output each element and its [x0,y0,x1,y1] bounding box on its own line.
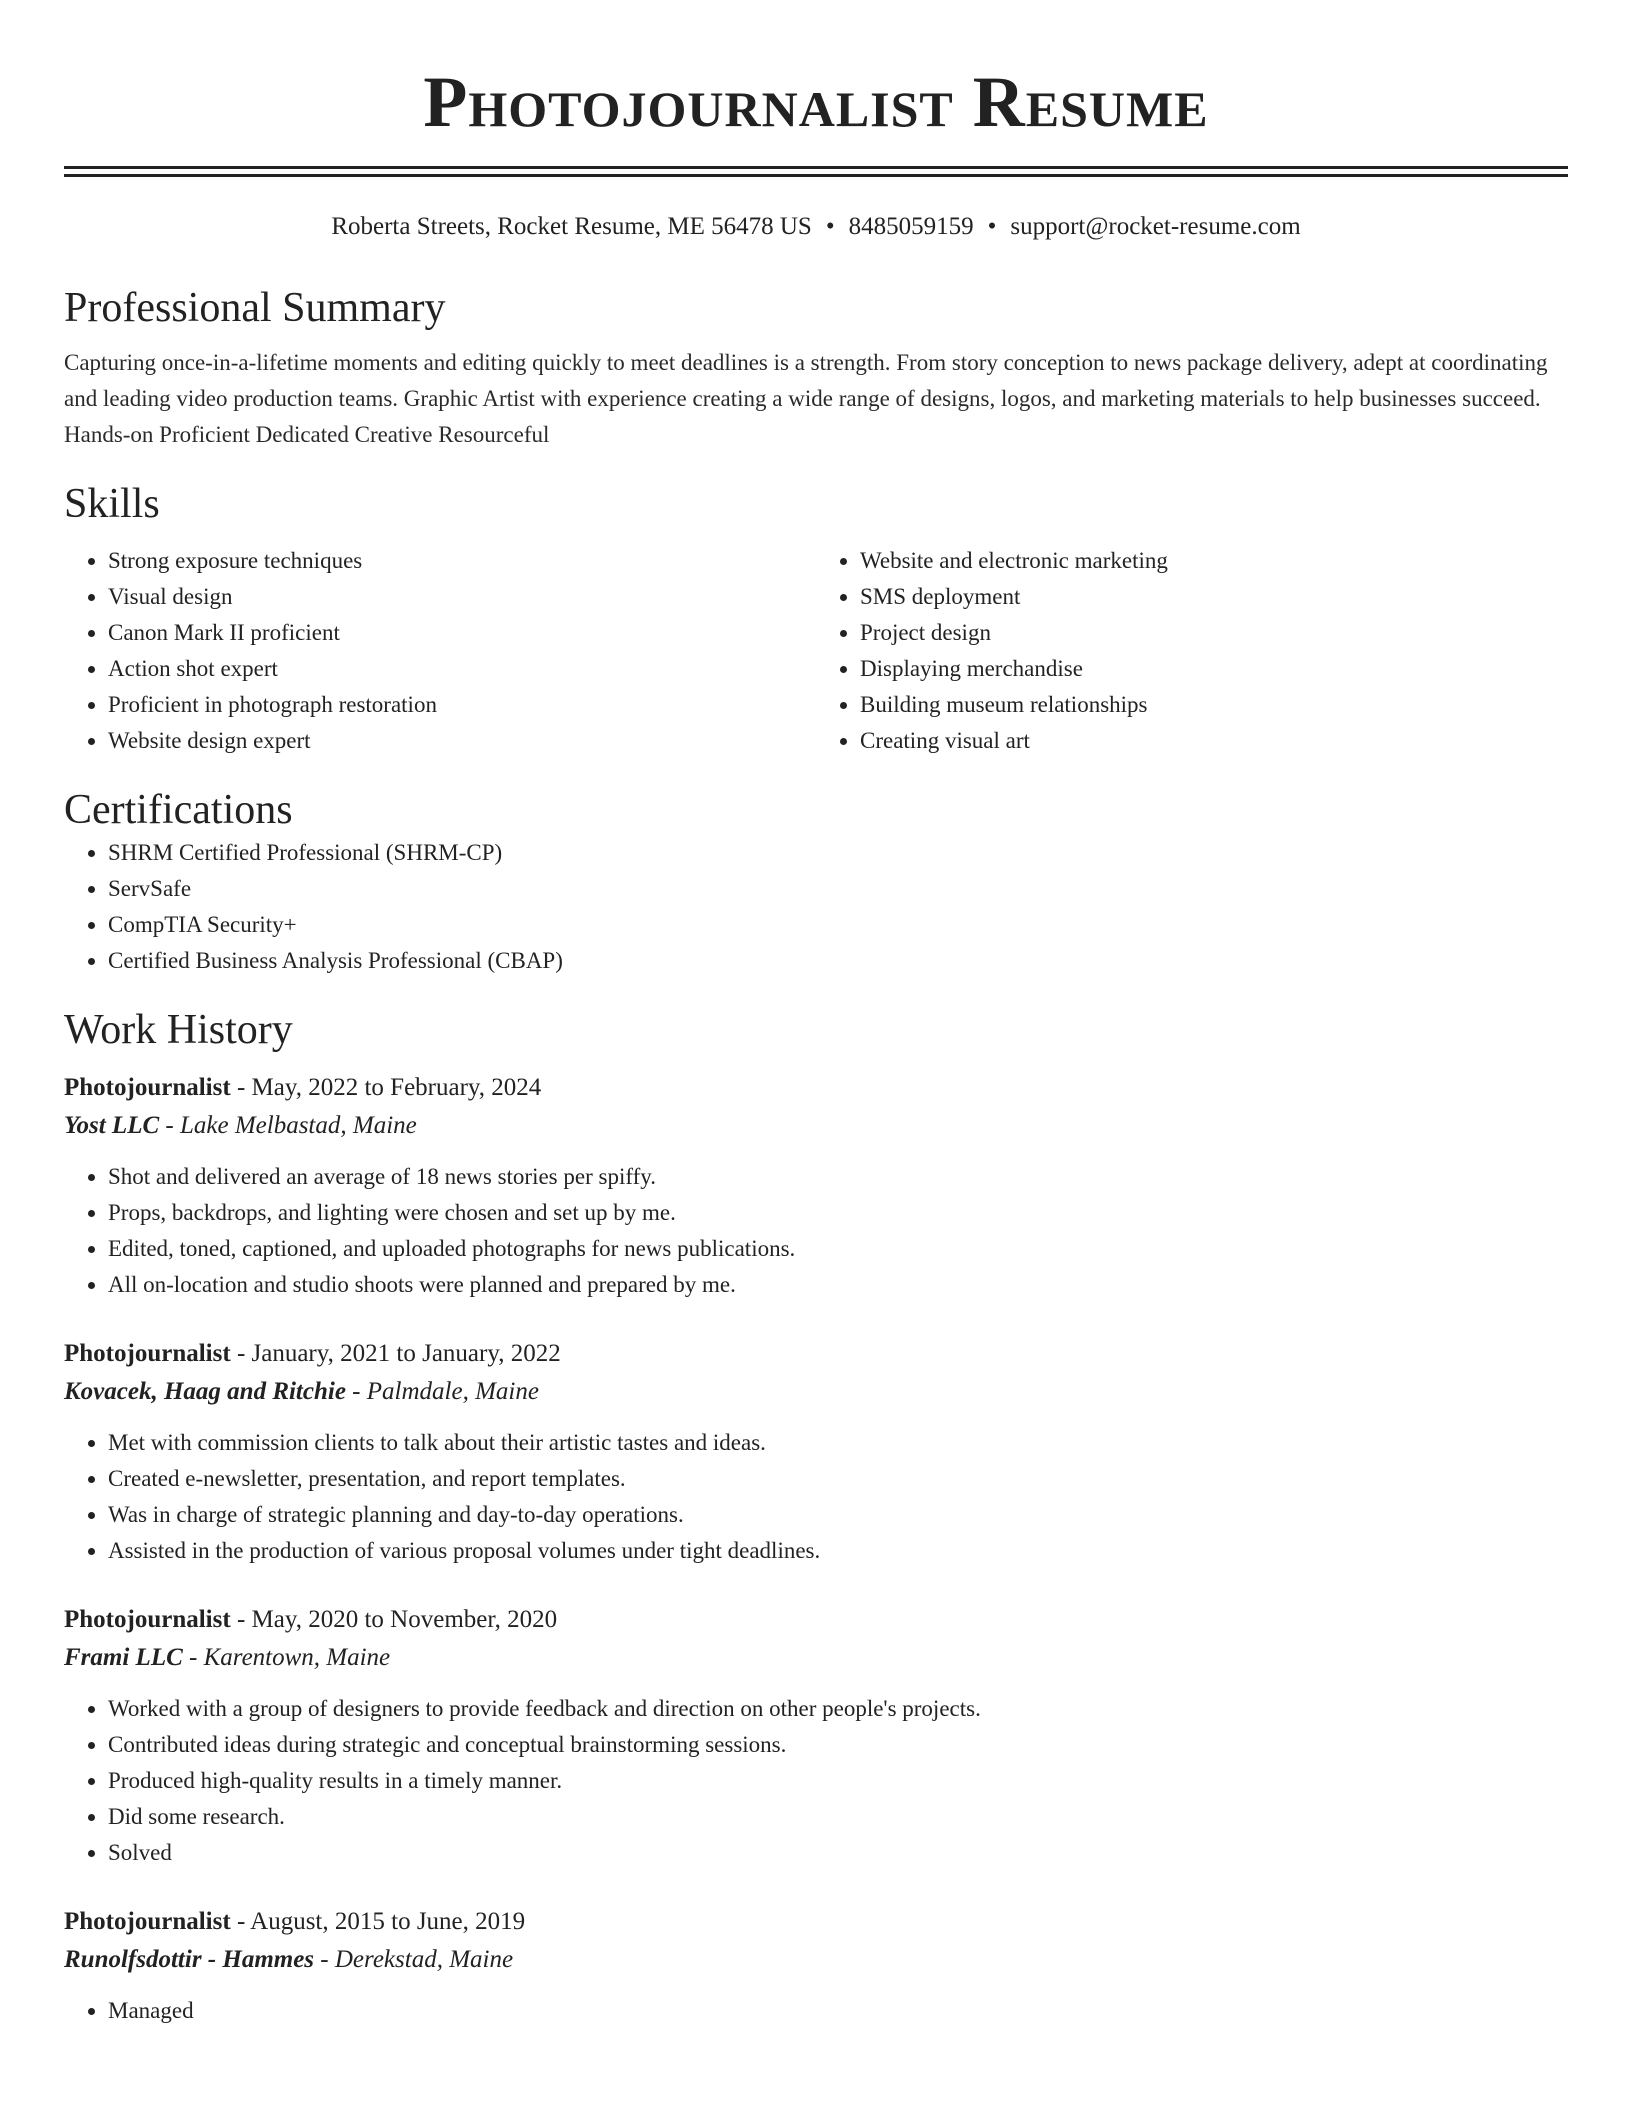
certification-item: • ServSafe [108,871,1568,907]
job-role: Photojournalist [64,1074,231,1101]
job-duty-item: • Produced high-quality results in a timely manner. [108,1763,1568,1799]
job-company: Yost LLC [64,1112,160,1139]
job-duty-item: • Met with commission clients to talk about their artistic tastes and ideas. [108,1425,1568,1461]
skill-item: • Website design expert [108,723,816,759]
certification-item: • CompTIA Security+ [108,907,1568,943]
job-location: Derekstad, Maine [334,1946,514,1973]
job-role: Photojournalist [64,1908,231,1935]
skills-columns [64,543,1568,759]
contact-separator: • [987,213,997,240]
job-entry [64,1903,1568,2029]
job-duties-list [64,1993,1568,2029]
title-double-rule [64,166,1568,177]
job-duty-item: • Created e-newsletter, presentation, and report templates. [108,1461,1568,1497]
certifications-heading: Certifications [64,787,293,833]
job-location: Palmdale, Maine [366,1378,539,1405]
contact-separator: • [825,213,835,240]
job-dash: - [345,1378,367,1405]
job-dash: - [230,1074,252,1101]
job-duties-list [64,1425,1568,1569]
job-header [64,1601,1568,1639]
skill-item: • Website and electronic marketing [860,543,1568,579]
job-duty-item: • Contributed ideas during strategic and conceptual brainstorming sessions. [108,1727,1568,1763]
job-dash: - [182,1644,204,1671]
job-company: Kovacek, Haag and Ritchie [64,1378,346,1405]
job-dash: - [314,1946,335,1973]
skill-item: • Strong exposure techniques [108,543,816,579]
job-entry [64,1335,1568,1569]
work-history-list [64,1069,1568,2029]
skill-item: • SMS deployment [860,579,1568,615]
job-header [64,1903,1568,1941]
work-history-heading: Work History [64,1007,293,1053]
job-company: Frami LLC [64,1644,183,1671]
skill-item: • Displaying merchandise [860,651,1568,687]
skill-item: • Project design [860,615,1568,651]
certification-item: • SHRM Certified Professional (SHRM-CP) [108,835,1568,871]
job-dates: May, 2022 to February, 2024 [251,1074,542,1101]
job-company-line [64,1941,1568,1979]
job-role: Photojournalist [64,1606,231,1633]
skills-heading: Skills [64,481,160,527]
skill-item: • Canon Mark II proficient [108,615,816,651]
skill-item: • Proficient in photograph restoration [108,687,816,723]
job-duty-item: • All on-location and studio shoots were planned and prepared by me. [108,1267,1568,1303]
job-dash: - [159,1112,180,1139]
job-dash: - [230,1340,252,1367]
job-dates: January, 2021 to January, 2022 [251,1340,561,1367]
job-company: Runolfsdottir - Hammes [64,1946,315,1973]
job-duty-item: • Props, backdrops, and lighting were chosen and set up by me. [108,1195,1568,1231]
skills-list-right [816,543,1568,759]
contact-line [64,211,1568,243]
summary-text: Capturing once-in-a-lifetime moments and editing quickly to meet deadlines is a strength. From story conception to news package delivery, adept at coordinating and leading video production teams. Graphic Artist with experience creating a wide range of designs, logos, and marketing materials to help businesses succeed. Hands-on Proficient Dedicated Creative Resourceful [64,350,1548,447]
job-role: Photojournalist [64,1340,231,1367]
job-duty-item: • Assisted in the production of various proposal volumes under tight deadlines. [108,1533,1568,1569]
job-duty-item: • Did some research. [108,1799,1568,1835]
contact-email: support@rocket-resume.com [1010,213,1301,240]
job-duty-item: • Edited, toned, captioned, and uploaded photographs for news publications. [108,1231,1568,1267]
job-duty-item: • Was in charge of strategic planning and day-to-day operations. [108,1497,1568,1533]
skill-item: • Building museum relationships [860,687,1568,723]
job-dash: - [230,1908,251,1935]
page-title: Photojournalist Resume [423,62,1209,142]
job-location: Karentown, Maine [203,1644,391,1671]
job-duty-item: • Solved [108,1835,1568,1871]
job-duty-item: • Shot and delivered an average of 18 news stories per spiffy. [108,1159,1568,1195]
job-company-line [64,1107,1568,1145]
skills-list-left [64,543,816,759]
job-header [64,1335,1568,1373]
summary-heading: Professional Summary [64,285,446,331]
job-company-line [64,1373,1568,1411]
job-entry [64,1069,1568,1303]
job-entry [64,1601,1568,1871]
skill-item: • Creating visual art [860,723,1568,759]
job-location: Lake Melbastad, Maine [179,1112,417,1139]
contact-phone: 8485059159 [848,213,974,240]
job-dates: August, 2015 to June, 2019 [250,1908,526,1935]
job-duties-list [64,1159,1568,1303]
certifications-list [64,835,1568,979]
job-dates: May, 2020 to November, 2020 [251,1606,558,1633]
job-duties-list [64,1691,1568,1871]
job-duty-item: • Managed [108,1993,1568,2029]
skill-item: • Action shot expert [108,651,816,687]
job-company-line [64,1639,1568,1677]
contact-address: Roberta Streets, Rocket Resume, ME 56478 US [331,213,812,240]
job-dash: - [230,1606,252,1633]
certification-item: • Certified Business Analysis Professional (CBAP) [108,943,1568,979]
job-duty-item: • Worked with a group of designers to provide feedback and direction on other people's projects. [108,1691,1568,1727]
skill-item: • Visual design [108,579,816,615]
job-header [64,1069,1568,1107]
